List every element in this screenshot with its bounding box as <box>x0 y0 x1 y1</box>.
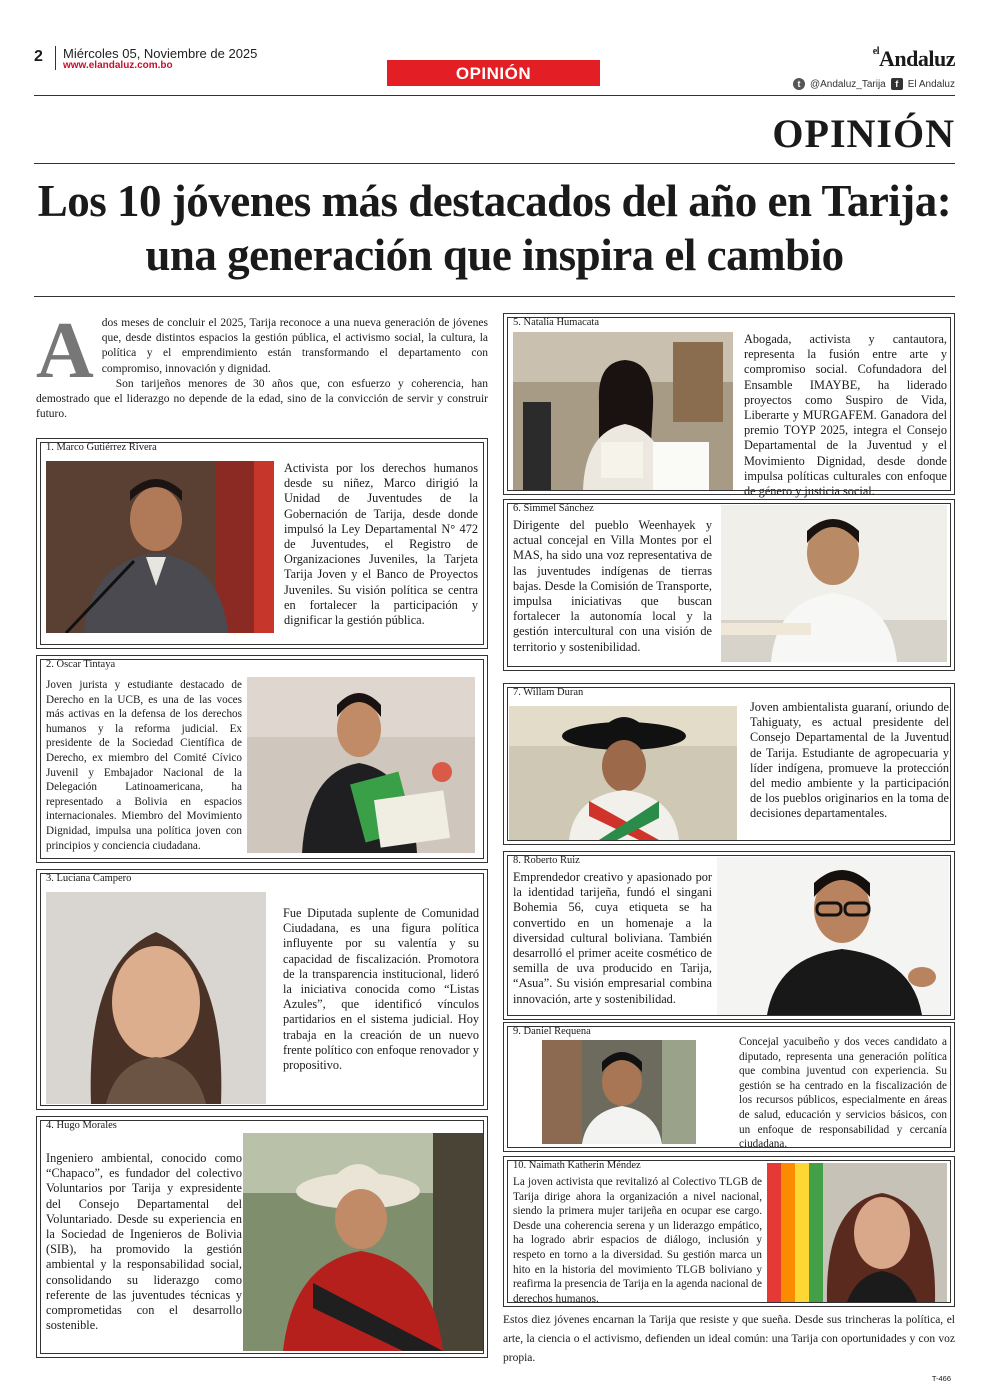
profile-card <box>36 655 488 863</box>
profile-body: Concejal yacuibeño y dos veces candidato a diputado, representa una generación política que combina juventud con experiencia. Su gestión se ha centrado en la fiscalización de los recursos públicos, especialmente en áreas de salud, educación y servicios básicos, con un enfoque de responsabilidad y cercanía ciudadana. <box>739 1036 947 1151</box>
profile-title: 5. Natalia Humacata <box>513 317 599 328</box>
profile-title: 10. Naimath Katherin Méndez <box>513 1160 641 1171</box>
profile-photo <box>509 706 737 840</box>
article-intro <box>36 307 488 422</box>
drop-cap: A <box>36 307 94 395</box>
profile-card <box>36 869 488 1110</box>
profile-card <box>503 1156 955 1307</box>
profile-body: Activista por los derechos humanos desde su niñez, Marco dirigió la Unidad de Juventudes de la Gobernación de Tarija, desde donde impulsó la Ley Departamental N° 472 de Juventudes, el Registro de Organizaciones Juveniles, la Tarjeta Tarija Joven y el Banco de Proyectos Juveniles. Su visión política se centra en fortalecer la participación y dignificar la gestión pública. <box>284 461 478 628</box>
newspaper-logo <box>873 46 955 72</box>
profile-title: 1. Marco Gutiérrez Rivera <box>46 442 157 453</box>
header-rule <box>34 95 955 96</box>
profile-photo <box>513 332 733 490</box>
profile-body: Joven jurista y estudiante destacado de Derecho en la UCB, es una de las voces más activas en la defensa de los derechos humanos y la reforma judicial. Ex presidente de la Sociedad Científica de Derecho, ex miembro del Comité Cívico Juvenil y Embajador Nacional de la Delegación Latinoamericana, ha representado a Bolivia en espacios internacionales. Miembro del Movimiento Dignidad, impulsa una política joven con principios y conciencia ciudadana. <box>46 679 242 852</box>
page-number: 2 <box>34 48 43 65</box>
profile-body: Joven ambientalista guaraní, oriundo de Tahiguaty, es actual presidente del Consejo Departamental de la Juventud de Tarija. Estudiante de agropecuaria y líder indígena, promueve la protección del medio ambiente y la participación de los pueblos originarios en la toma de decisiones departamentales. <box>750 700 949 821</box>
profile-card <box>503 851 955 1020</box>
profile-title: 7. Willam Duran <box>513 687 584 698</box>
profile-card <box>503 1022 955 1152</box>
logo-prefix: el <box>872 46 880 57</box>
kicker-rule <box>34 163 955 164</box>
profile-photo <box>247 677 475 853</box>
profile-body: Dirigente del pueblo Weenhayek y actual concejal en Villa Montes por el MAS, ha sido una voz representativa de las juventudes indígenas de tierras bajas. Desde la Comisión de Transporte, impulsa iniciativas que buscan fortalecer la autonomía local y la gestión intercultural con una visión de territorio y sostenibilidad. <box>513 518 712 654</box>
section-banner: OPINIÓN <box>387 60 600 86</box>
profile-title: 2. Oscar Tintaya <box>46 659 116 670</box>
article-headline: Los 10 jóvenes más destacados del año en Tarija: una generación que inspira el cambio <box>37 176 952 280</box>
profile-body: Ingeniero ambiental, conocido como “Chapaco”, es fundador del colectivo Voluntarios por Tarija y expresidente del Consejo Departamental del Voluntariado. Desde su experiencia en la Sociedad de Ingenieros de Bolivia (SIB), ha promovido la gestión ambiental y la responsabilidad social, consolidando su liderazgo como referente de las juventudes técnicas y comprometidas con el desarrollo sostenible. <box>46 1151 242 1333</box>
logo-name: Andaluz <box>879 46 955 71</box>
facebook-icon: f <box>891 78 903 90</box>
profile-photo <box>243 1133 483 1351</box>
profile-title: 9. Daniel Requena <box>513 1026 591 1037</box>
profile-body: Abogada, activista y cantautora, representa la fusión entre arte y compromiso social. Cofundadora del Ensamble IMAYBE, ha liderado proyectos como Suspiro de Vida, Liberarte y MURGAFEM. Ganadora del premio TOYP 2025, integra el Consejo Departamental de la Juventud y el Movimiento Dignidad, desde donde impulsa políticas culturales con enfoque de género y justicia social. <box>744 332 947 499</box>
profile-body: Fue Diputada suplente de Comunidad Ciudadana, es una figura política influyente por su valentía y su capacidad de fiscalización. Promotora de la transparencia institucional, lideró la iniciativa conocida como “Listas Azules”, que identificó vínculos partidarios en el sistema judicial. Hoy trabaja en la creación de un nuevo frente político con enfoque renovador y propositivo. <box>283 906 479 1073</box>
profile-photo <box>717 857 949 1015</box>
page-code: T-466 <box>931 1374 951 1383</box>
profile-photo <box>767 1163 947 1302</box>
profile-card <box>503 683 955 845</box>
profile-card <box>503 499 955 671</box>
profile-body: La joven activista que revitalizó al Colectivo TLGB de Tarija dirige ahora la organización a nivel nacional, siendo la primera mujer tarijeña en ocupar ese cargo. Desde una coherencia serena y un liderazgo empático, ha logrado abrir espacios de diálogo, inclusión y respeto en torno a la diversidad. Su gestión marca un hito en la historia del movimiento TLGB boliviano y reafirma la presencia de Tarija en la agenda nacional de derechos humanos. <box>513 1176 762 1305</box>
section-kicker: OPINIÓN <box>772 111 955 156</box>
profile-photo <box>721 505 947 662</box>
profile-photo <box>46 892 266 1104</box>
headline-rule <box>34 296 955 297</box>
profile-title: 4. Hugo Morales <box>46 1120 117 1131</box>
twitter-icon: t <box>793 78 805 90</box>
profile-title: 3. Luciana Campero <box>46 873 132 884</box>
facebook-handle[interactable]: El Andaluz <box>907 78 955 90</box>
header-divider <box>55 46 56 70</box>
article-closing: Estos diez jóvenes encarnan la Tarija que resiste y que sueña. Desde sus trincheras la política, el arte, la ciencia o el activismo, defienden un ideal común: una Tarija con oportunidades y con voz propia. <box>503 1314 955 1364</box>
site-url[interactable]: www.elandaluz.com.bo <box>63 60 173 71</box>
profile-card <box>36 1116 488 1358</box>
intro-paragraph-2: Son tarijeños menores de 30 años que, con esfuerzo y coherencia, han demostrado que el liderazgo no depende de la edad, sino de la convicción de servir y construir futuro. <box>36 377 488 421</box>
profile-title: 6. Simmel Sánchez <box>513 503 594 514</box>
profile-photo <box>542 1040 696 1144</box>
twitter-handle[interactable]: @Andaluz_Tarija <box>809 78 886 90</box>
profile-card <box>503 313 955 499</box>
profile-title: 8. Roberto Ruiz <box>513 855 580 866</box>
profile-body: Emprendedor creativo y apasionado por la identidad tarijeña, fundó el singani Bohemia 56, cuya etiqueta se ha convertido en un homenaje a la diversidad cultural boliviana. También desarrolló el primer aceite cosmético de semilla de uva producido en Tarija, “Asua”. Su visión empresarial combina innovación, arte y sostenibilidad. <box>513 870 712 1006</box>
social-links <box>793 78 955 90</box>
profile-photo <box>46 461 274 633</box>
profile-card <box>36 438 488 649</box>
intro-paragraph-1: dos meses de concluir el 2025, Tarija reconoce a una nueva generación de jóvenes que, desde distintos espacios la gestión pública, el activismo social, la cultura, la política y el emprendimiento están transformando el departamento con compromiso, innovación y dignidad. <box>101 317 488 375</box>
issue-date: Miércoles 05, Noviembre de 2025 <box>63 46 258 61</box>
